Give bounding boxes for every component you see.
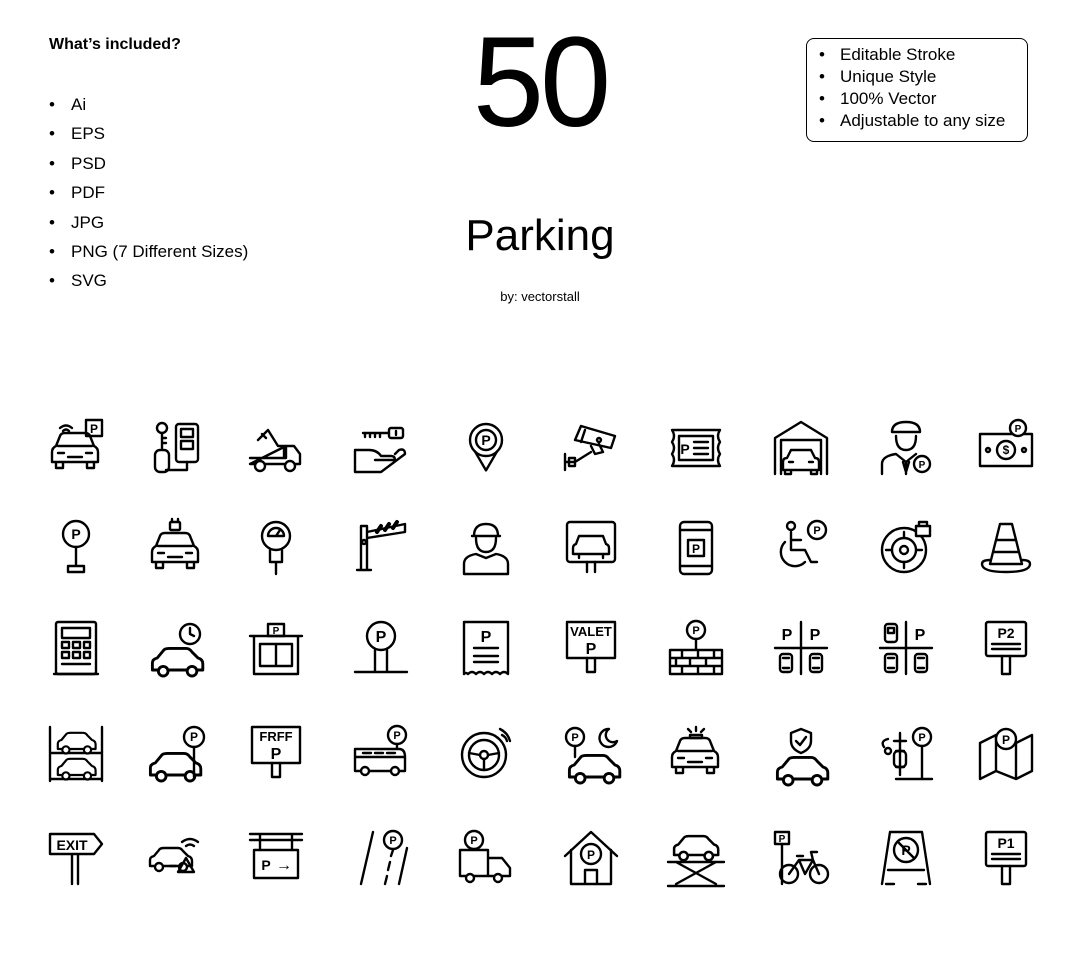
icon-label: VALET xyxy=(570,624,612,639)
parking-road-icon xyxy=(351,828,411,888)
bicycle-parking-icon xyxy=(771,828,831,888)
icon-label: P xyxy=(272,626,280,637)
icon-label: P xyxy=(389,835,397,847)
icon-label: P2 xyxy=(997,625,1015,641)
parking-level-1-icon xyxy=(976,828,1036,888)
no-parking-board-icon xyxy=(876,828,936,888)
parking-house-icon xyxy=(561,828,621,888)
night-parking-icon xyxy=(561,723,621,783)
pack-title: Parking xyxy=(465,211,615,260)
security-camera-icon xyxy=(561,418,621,478)
payment-machine-icon xyxy=(46,618,106,678)
icon-label: P xyxy=(918,732,926,744)
police-car-icon xyxy=(666,723,726,783)
parking-receipt-icon xyxy=(456,618,516,678)
icon-label: P xyxy=(901,842,911,858)
icon-label: P xyxy=(692,625,700,637)
icon-label: P xyxy=(1001,733,1011,747)
icon-label: $ xyxy=(1002,443,1010,457)
parking-location-pin-icon xyxy=(456,418,516,478)
included-item: • Ai xyxy=(49,95,87,114)
parking-spots-occupied-icon xyxy=(876,618,936,678)
steering-wheel-icon xyxy=(456,723,516,783)
icon-label: P xyxy=(480,629,492,646)
icon-label: P xyxy=(1014,424,1022,435)
icon-label: P1 xyxy=(997,835,1015,851)
valet-parking-sign-icon xyxy=(561,618,621,678)
icon-count: 50 xyxy=(472,11,608,154)
parking-ticket-icon xyxy=(666,418,726,478)
free-parking-sign-icon xyxy=(246,723,306,783)
car-lock-icon xyxy=(146,518,206,578)
parking-booth-icon xyxy=(246,618,306,678)
icon-label: P xyxy=(778,834,786,845)
multilevel-car-parking-icon xyxy=(46,723,106,783)
parking-meter-icon xyxy=(246,518,306,578)
bus-parking-icon xyxy=(351,723,411,783)
feature-item: • Editable Stroke xyxy=(819,45,956,64)
included-item: • SVG xyxy=(49,271,107,291)
car-lift-icon xyxy=(666,828,726,888)
icon-label: P xyxy=(393,730,401,742)
included-item: • JPG xyxy=(49,212,105,232)
icon-label: P xyxy=(375,629,387,646)
icon-label: P xyxy=(470,835,478,847)
icon-label: EXIT xyxy=(56,837,88,853)
delivery-truck-parking-icon xyxy=(456,828,516,888)
included-title: What’s included? xyxy=(49,36,181,53)
included-item: • PNG (7 Different Sizes) xyxy=(49,241,249,261)
motorbike-parking-icon xyxy=(876,723,936,783)
icon-label: P xyxy=(918,460,926,471)
included-item: • EPS xyxy=(49,124,106,144)
disabled-parking-icon xyxy=(771,518,831,578)
icon-label: → xyxy=(276,857,292,874)
author-byline: by: vectorstall xyxy=(500,289,580,304)
traffic-cone-icon xyxy=(976,518,1036,578)
icon-label: P xyxy=(691,542,701,556)
parking-level-2-icon xyxy=(976,618,1036,678)
parking-sign-post-icon xyxy=(46,518,106,578)
included-item: • PSD xyxy=(49,153,106,173)
tow-truck-icon xyxy=(246,418,306,478)
wheel-lock-icon xyxy=(876,518,936,578)
key-hand-icon xyxy=(351,418,411,478)
parking-spots-icon xyxy=(771,618,831,678)
car-wifi-parking-icon xyxy=(46,418,106,478)
car-key-remote-icon xyxy=(146,418,206,478)
parking-sign-round-icon xyxy=(351,618,411,678)
parking-wall-icon xyxy=(666,618,726,678)
feature-item: • Unique Style xyxy=(819,67,937,86)
icon-label: P xyxy=(89,422,99,436)
garage-car-icon xyxy=(771,418,831,478)
car-sign-icon xyxy=(561,518,621,578)
car-sensor-icon xyxy=(146,828,206,888)
parking-direction-sign-icon xyxy=(246,828,306,888)
car-insurance-icon xyxy=(771,723,831,783)
icon-label: P xyxy=(914,627,926,644)
icon-label: P xyxy=(813,525,821,537)
valet-person-icon xyxy=(456,518,516,578)
barrier-gate-icon xyxy=(351,518,411,578)
parking-money-icon xyxy=(976,418,1036,478)
icon-label: P xyxy=(189,730,199,744)
icon-label: P xyxy=(571,732,579,744)
car-parking-pin-icon xyxy=(146,723,206,783)
icon-label: FRFF xyxy=(259,729,293,744)
icon-label: P xyxy=(586,848,596,862)
feature-item: • Adjustable to any size xyxy=(819,111,1006,130)
parking-attendant-icon xyxy=(876,418,936,478)
icon-label: P xyxy=(71,526,81,542)
parking-map-icon xyxy=(976,723,1036,783)
icon-label: P xyxy=(261,857,271,873)
icon-label: P xyxy=(680,441,690,457)
icon-label: P xyxy=(481,432,491,448)
car-timer-icon xyxy=(146,618,206,678)
mobile-parking-app-icon xyxy=(666,518,726,578)
icon-label: P xyxy=(809,627,821,644)
icon-label: P xyxy=(781,627,793,644)
icon-label: P xyxy=(270,746,282,763)
exit-sign-icon xyxy=(46,828,106,888)
icon-label: P xyxy=(585,641,597,658)
feature-item: • 100% Vector xyxy=(819,89,937,108)
included-item: • PDF xyxy=(49,183,105,203)
